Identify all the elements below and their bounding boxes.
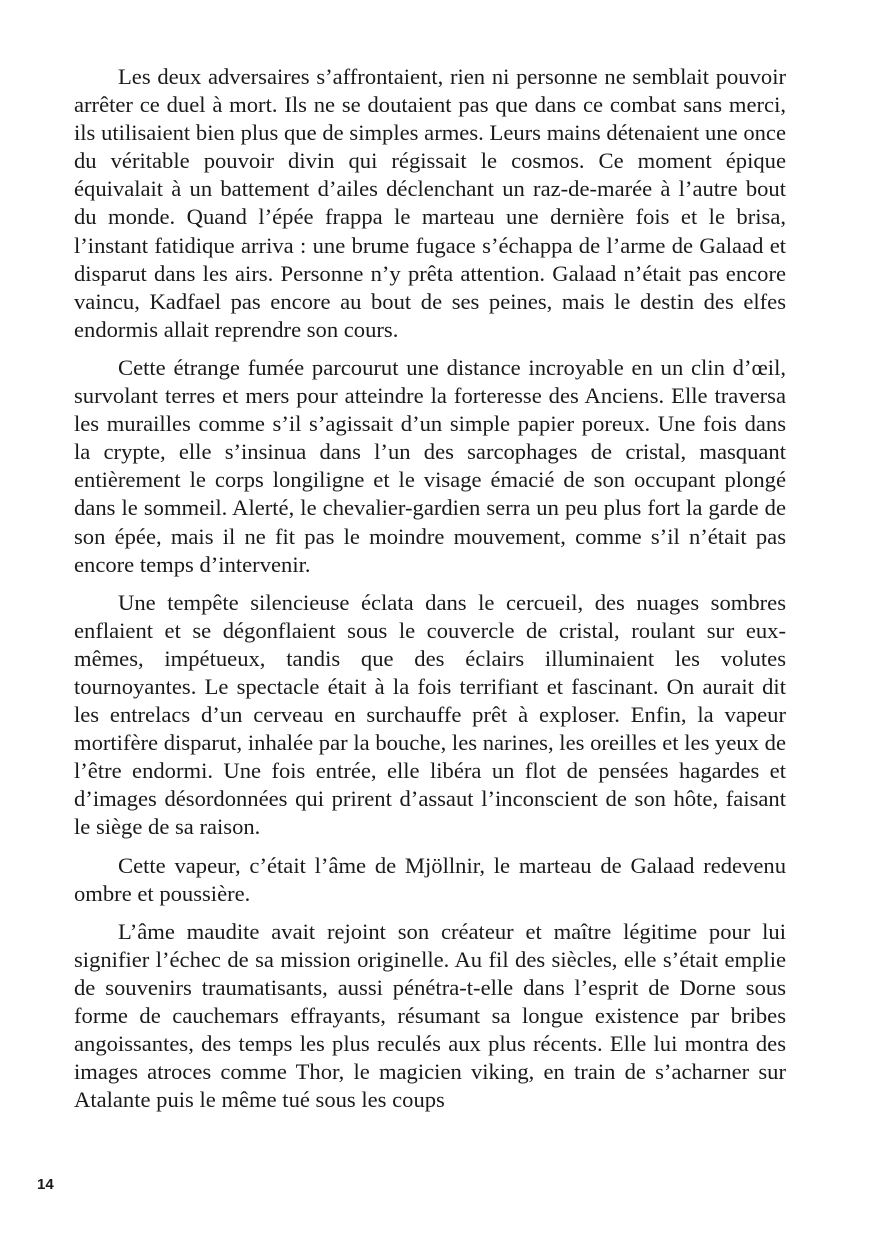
paragraph-2: Cette étrange fumée parcourut une distance incroyable en un clin d’œil, survolant terres et mers pour atteindre la forteresse des Anciens. Elle traversa les murailles comme s’il s’agissait d’un simple papier poreux. Une fois dans la crypte, elle s’insinua dans l’un des sarcophages de cristal, masquant entièrement le corps longiligne et le visage émacié de son occupant plongé dans le sommeil. Alerté, le chevalier-gardien serra un peu plus fort la garde de son épée, mais il ne fit pas le moindre mouvement, comme s’il n’était pas encore temps d’intervenir. [74,354,786,577]
body-text [74,63,786,1124]
paragraph-4: Cette vapeur, c’était l’âme de Mjöllnir, le marteau de Galaad redevenu ombre et poussière. [74,852,786,906]
page-number: 14 [37,1176,54,1193]
paragraph-5: L’âme maudite avait rejoint son créateur et maître légitime pour lui signifier l’échec de sa mission originelle. Au fil des siècles, elle s’était emplie de souvenirs traumatisants, aussi pénétra-t-elle dans l’esprit de Dorne sous forme de cauchemars effrayants, résumant sa longue existence par bribes angoissantes, des temps les plus reculés aux plus récents. Elle lui montra des images atroces comme Thor, le magicien viking, en train de s’acharner sur Atalante puis le même tué sous les coups [74,918,786,1113]
paragraph-3: Une tempête silencieuse éclata dans le cercueil, des nuages sombres enflaient et se dégonflaient sous le couvercle de cristal, roulant sur eux-mêmes, impétueux, tandis que des éclairs illuminaient les volutes tournoyantes. Le spectacle était à la fois terrifiant et fascinant. On aurait dit les entrelacs d’un cerveau en surchauffe prêt à exploser. Enfin, la vapeur mortifère disparut, inhalée par la bouche, les narines, les oreilles et les yeux de l’être endormi. Une fois entrée, elle libéra un flot de pensées hagardes et d’images désordonnées qui prirent d’assaut l’inconscient de son hôte, faisant le siège de sa raison. [74,589,786,840]
paragraph-1: Les deux adversaires s’affrontaient, rien ni personne ne semblait pouvoir arrêter ce duel à mort. Ils ne se doutaient pas que dans ce combat sans merci, ils utilisaient bien plus que de simples armes. Leurs mains détenaient une once du véritable pouvoir divin qui régissait le cosmos. Ce moment épique équivalait à un battement d’ailes déclenchant un raz-de-marée à l’autre bout du monde. Quand l’épée frappa le marteau une dernière fois et le brisa, l’instant fatidique arriva : une brume fugace s’échappa de l’arme de Galaad et disparut dans les airs. Personne n’y prêta attention. Galaad n’était pas encore vaincu, Kadfael pas encore au bout de ses peines, mais le destin des elfes endormis allait reprendre son cours. [74,64,786,342]
